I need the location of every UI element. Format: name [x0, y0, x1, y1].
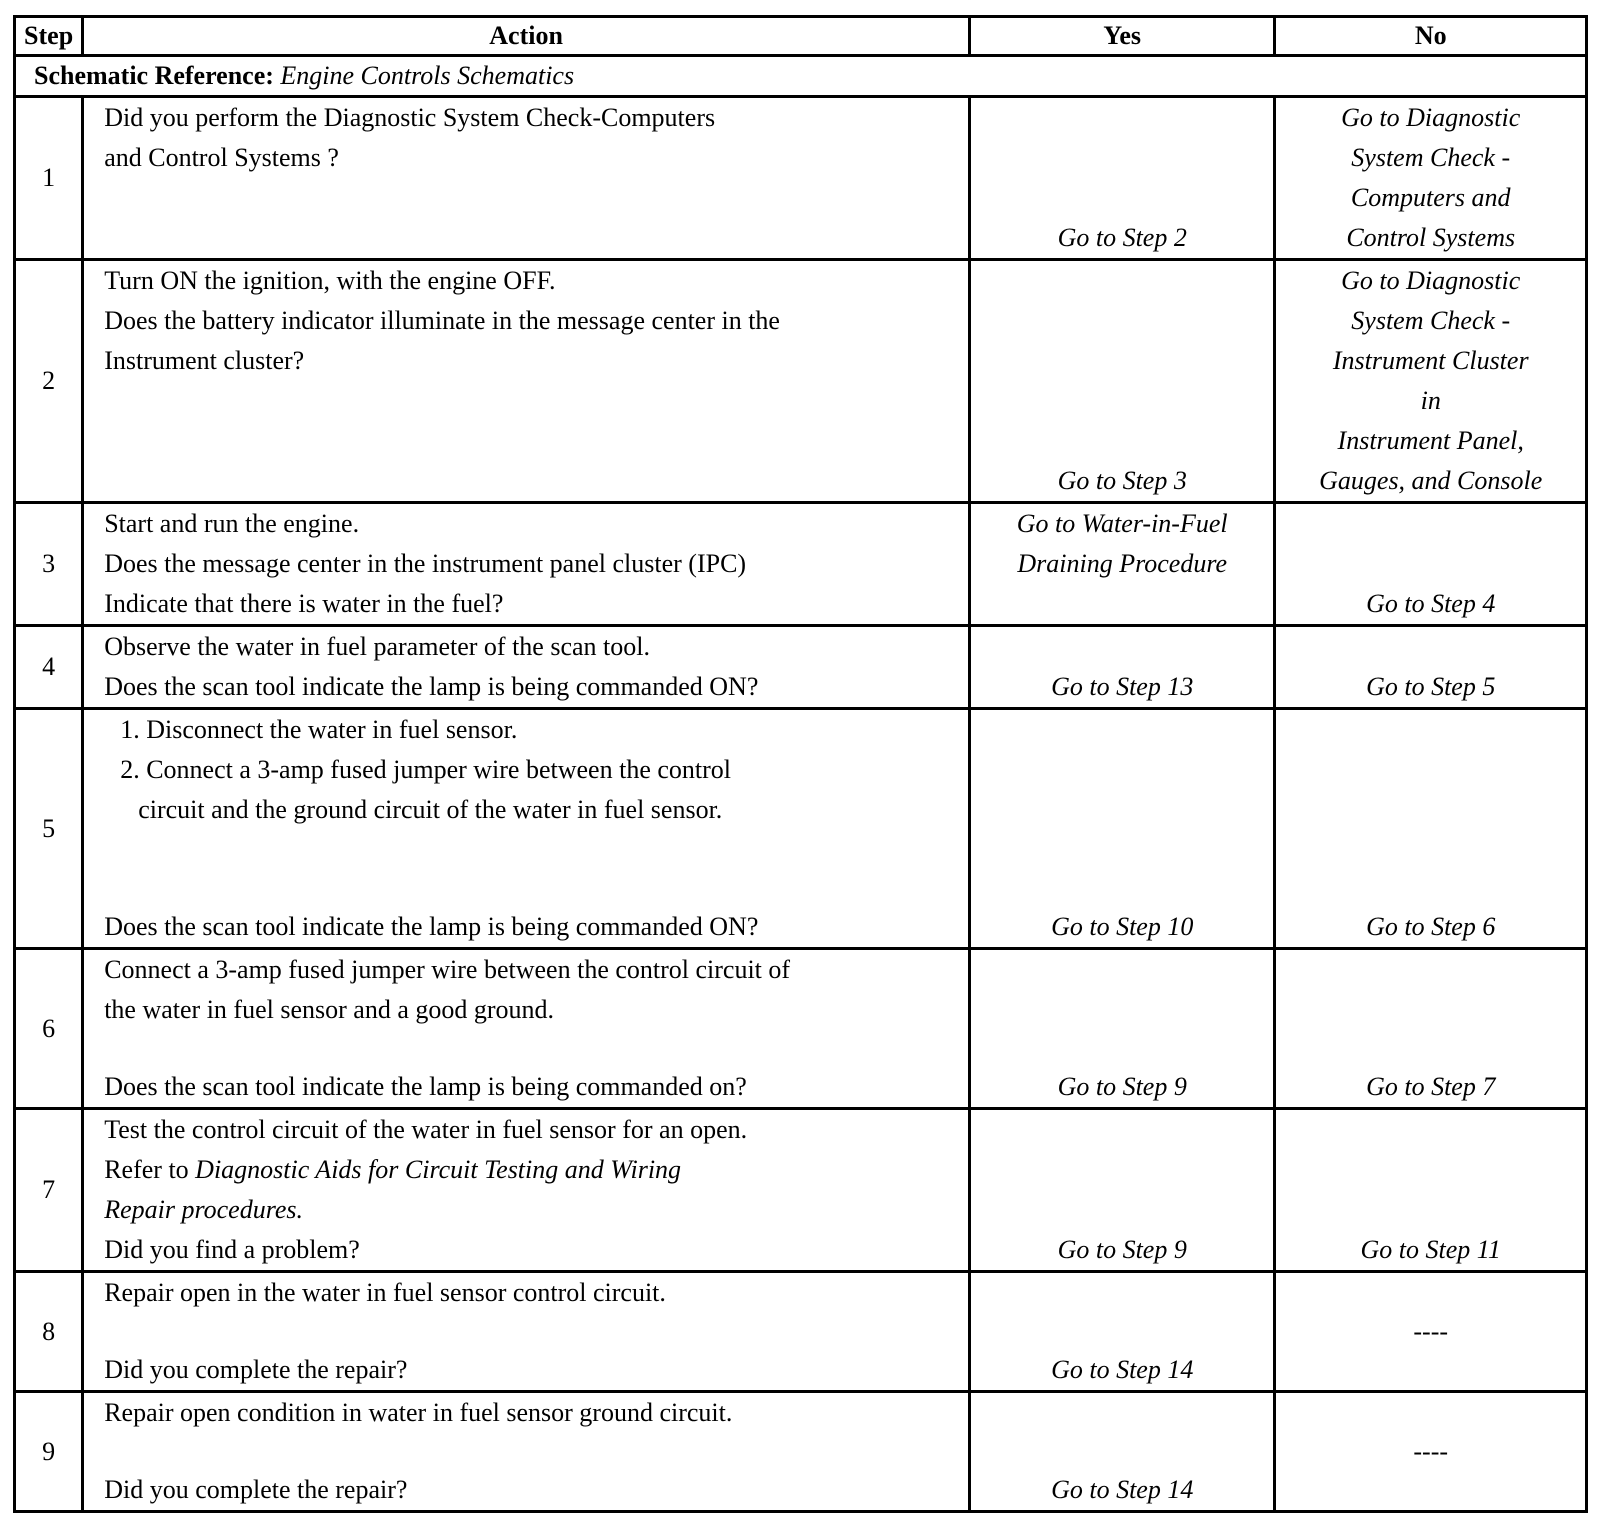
- action-cell: [83, 626, 970, 709]
- yes-cell: [969, 1272, 1274, 1392]
- action-cell: [83, 1392, 970, 1512]
- no-cell[interactable]: [1275, 260, 1587, 503]
- action-line: Repair open in the water in fuel sensor control circuit.: [104, 1278, 666, 1307]
- no-cell: [1275, 949, 1587, 1109]
- no-cell: [1275, 626, 1587, 709]
- yes-link-line: Draining Procedure: [1017, 549, 1228, 578]
- table-row: [15, 1109, 1587, 1272]
- no-cell: [1275, 1272, 1587, 1392]
- diagnostic-aids-link[interactable]: Diagnostic Aids for Circuit Testing and Wiring: [195, 1155, 682, 1184]
- yes-cell: [969, 949, 1274, 1109]
- action-cell: [83, 1272, 970, 1392]
- repair-procedures-link[interactable]: Repair procedures.: [104, 1195, 304, 1224]
- action-line: 1. Disconnect the water in fuel sensor.: [120, 715, 518, 744]
- no-link-line: Go to Diagnostic: [1341, 103, 1521, 132]
- no-link-line: System Check -: [1351, 306, 1511, 335]
- refer-to-text: Refer to: [104, 1155, 189, 1184]
- table-row: [15, 260, 1587, 503]
- action-cell: [83, 1109, 970, 1272]
- action-line: the water in fuel sensor and a good ground.: [104, 995, 555, 1024]
- yes-cell[interactable]: [969, 503, 1274, 626]
- action-line: 2. Connect a 3-amp fused jumper wire between the control: [120, 755, 731, 784]
- no-cell: [1275, 503, 1587, 626]
- action-line: and Control Systems ?: [104, 143, 339, 172]
- no-link-line: Instrument Cluster: [1332, 346, 1529, 375]
- action-line: Start and run the engine.: [104, 509, 360, 538]
- schematic-reference-row: [15, 56, 1587, 97]
- action-question: Does the scan tool indicate the lamp is being commanded ON?: [104, 912, 759, 941]
- yes-cell: [969, 1109, 1274, 1272]
- action-question: Did you complete the repair?: [104, 1475, 408, 1504]
- step-number: 8: [15, 1272, 83, 1392]
- diagnostic-table: [13, 15, 1588, 1513]
- step-number: 5: [15, 709, 83, 949]
- no-cell: [1275, 1109, 1587, 1272]
- action-cell: [83, 709, 970, 949]
- table-row: [15, 626, 1587, 709]
- table-row: [15, 503, 1587, 626]
- schematic-reference: [15, 56, 1587, 97]
- yes-cell: [969, 260, 1274, 503]
- yes-link[interactable]: Go to Step 10: [1051, 912, 1194, 941]
- action-line: Connect a 3-amp fused jumper wire between the control circuit of: [104, 955, 791, 984]
- no-link-line: System Check -: [1351, 143, 1511, 172]
- action-cell: [83, 949, 970, 1109]
- header-yes: Yes: [969, 17, 1274, 56]
- no-link-line: Instrument Panel,: [1337, 426, 1524, 455]
- yes-link[interactable]: Go to Step 3: [1057, 466, 1187, 495]
- step-number: 9: [15, 1392, 83, 1512]
- no-link-line: Computers and: [1350, 183, 1511, 212]
- step-number: 2: [15, 260, 83, 503]
- yes-link[interactable]: Go to Step 9: [1057, 1072, 1187, 1101]
- action-line: Repair open condition in water in fuel sensor ground circuit.: [104, 1398, 733, 1427]
- action-line: Instrument cluster?: [104, 346, 305, 375]
- action-line: Does the battery indicator illuminate in the message center in the: [104, 306, 780, 335]
- yes-cell: [969, 626, 1274, 709]
- no-cell: [1275, 1392, 1587, 1512]
- yes-link[interactable]: Go to Step 2: [1057, 223, 1187, 252]
- action-question: Did you complete the repair?: [104, 1355, 408, 1384]
- action-line: Does the scan tool indicate the lamp is being commanded ON?: [104, 672, 759, 701]
- table-row: [15, 97, 1587, 260]
- table-row: [15, 709, 1587, 949]
- action-cell: [83, 97, 970, 260]
- header-step: Step: [15, 17, 83, 56]
- no-link[interactable]: Go to Step 5: [1366, 672, 1496, 701]
- no-link[interactable]: Go to Step 6: [1366, 912, 1496, 941]
- action-question: Does the scan tool indicate the lamp is being commanded on?: [104, 1072, 747, 1101]
- no-link[interactable]: Go to Step 7: [1366, 1072, 1496, 1101]
- action-cell: [83, 503, 970, 626]
- no-placeholder: ----: [1413, 1316, 1449, 1346]
- header-action: Action: [83, 17, 970, 56]
- action-line: Turn ON the ignition, with the engine OFF.: [104, 266, 556, 295]
- header-no: No: [1275, 17, 1587, 56]
- no-link[interactable]: Go to Step 11: [1360, 1235, 1501, 1264]
- diagnostic-table-sheet: [13, 15, 1588, 1513]
- yes-link[interactable]: Go to Step 14: [1051, 1355, 1194, 1384]
- action-line: Indicate that there is water in the fuel?: [104, 589, 504, 618]
- no-cell: [1275, 709, 1587, 949]
- action-line: Did you perform the Diagnostic System Check-Computers: [104, 103, 716, 132]
- yes-link[interactable]: Go to Step 14: [1051, 1475, 1194, 1504]
- action-line: [104, 1150, 968, 1190]
- yes-cell: [969, 1392, 1274, 1512]
- no-placeholder: ----: [1413, 1436, 1449, 1466]
- action-cell: [83, 260, 970, 503]
- no-link-line: Control Systems: [1346, 223, 1516, 252]
- table-row: [15, 949, 1587, 1109]
- step-number: 3: [15, 503, 83, 626]
- yes-link[interactable]: Go to Step 9: [1057, 1235, 1187, 1264]
- yes-link[interactable]: Go to Step 13: [1051, 672, 1194, 701]
- table-row: [15, 1272, 1587, 1392]
- action-line: Test the control circuit of the water in fuel sensor for an open.: [104, 1115, 748, 1144]
- step-number: 7: [15, 1109, 83, 1272]
- header-row: [15, 17, 1587, 56]
- step-number: 4: [15, 626, 83, 709]
- action-line: Observe the water in fuel parameter of the scan tool.: [104, 632, 650, 661]
- no-cell[interactable]: [1275, 97, 1587, 260]
- no-link-line: Go to Diagnostic: [1341, 266, 1521, 295]
- step-number: 1: [15, 97, 83, 260]
- no-link-line: Gauges, and Console: [1319, 466, 1543, 495]
- yes-cell: [969, 709, 1274, 949]
- schematic-reference-label: Schematic Reference:: [34, 61, 274, 90]
- schematic-reference-link[interactable]: Engine Controls Schematics: [280, 61, 575, 90]
- yes-cell: [969, 97, 1274, 260]
- yes-link-line: Go to Water-in-Fuel: [1016, 509, 1228, 538]
- action-line: Did you find a problem?: [104, 1235, 360, 1264]
- action-line: Does the message center in the instrument panel cluster (IPC): [104, 549, 747, 578]
- no-link-line: in: [1420, 386, 1441, 415]
- no-link[interactable]: Go to Step 4: [1366, 589, 1496, 618]
- action-line: circuit and the ground circuit of the water in fuel sensor.: [138, 795, 723, 824]
- action-line: [104, 1190, 968, 1230]
- table-row: [15, 1392, 1587, 1512]
- step-number: 6: [15, 949, 83, 1109]
